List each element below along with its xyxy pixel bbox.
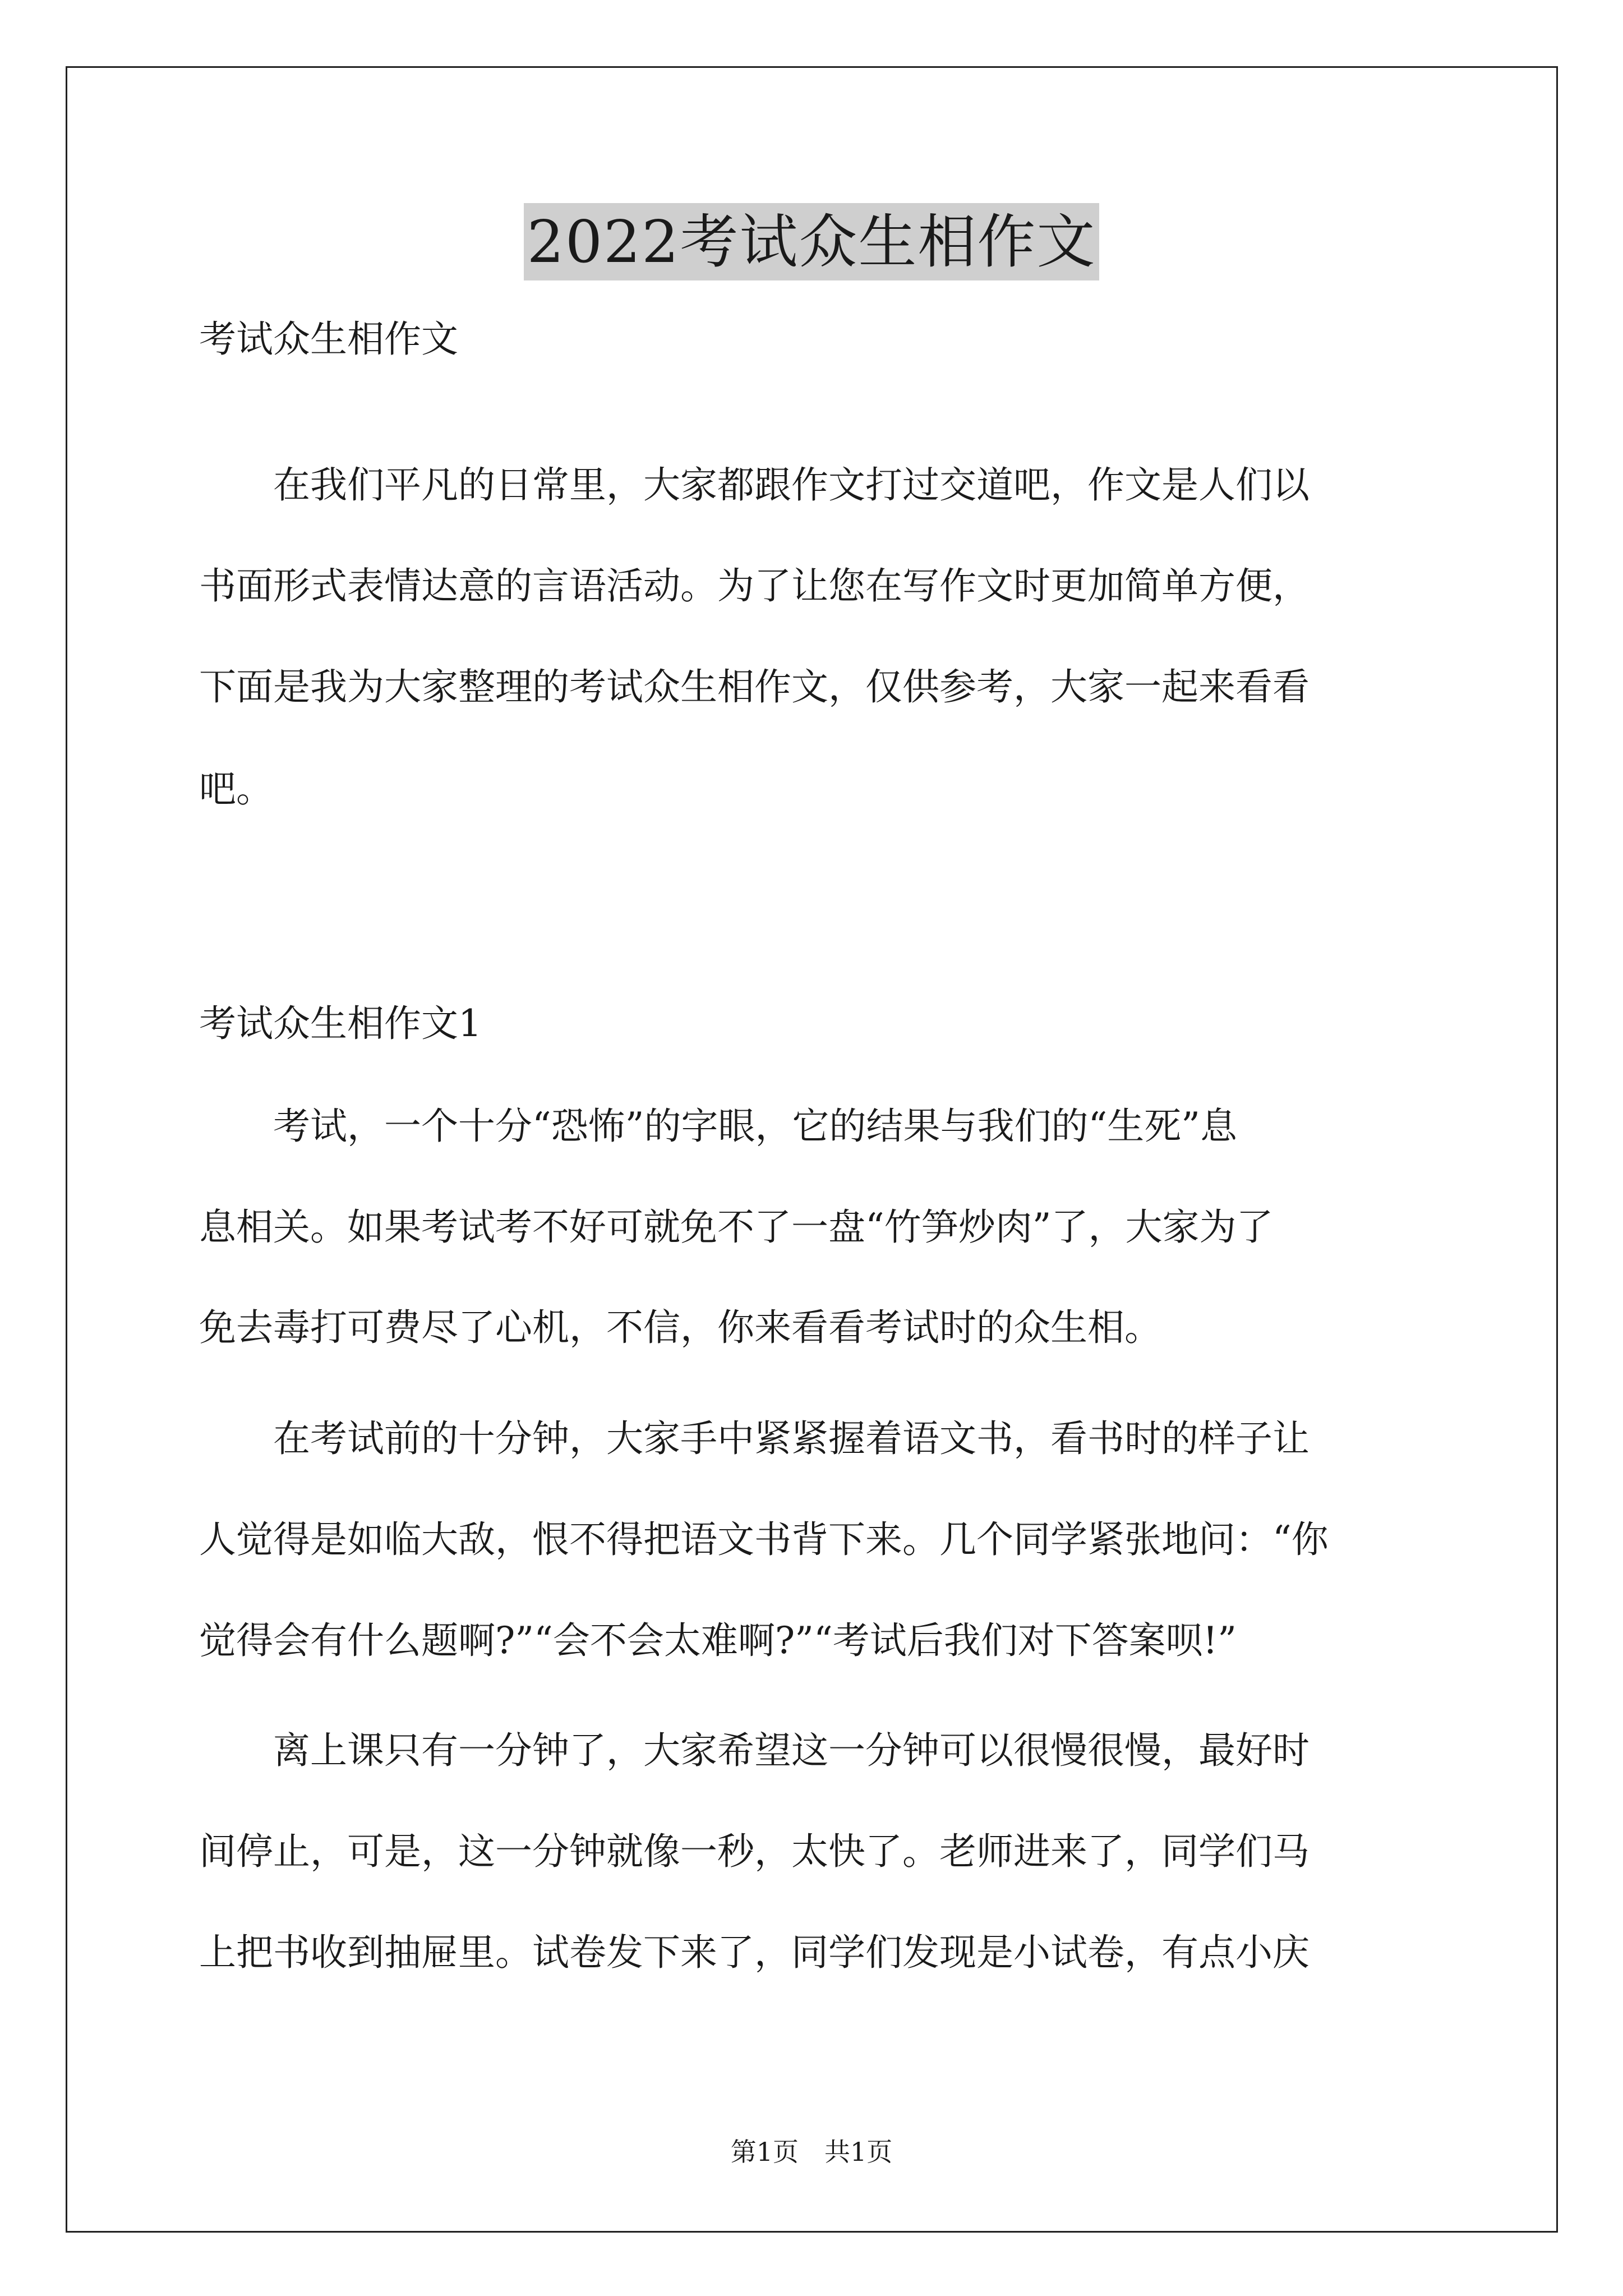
- paragraph-line: 书面形式表情达意的言语活动。为了让您在写作文时更加简单方便，: [199, 564, 1310, 608]
- paragraph-line: 在考试前的十分钟，大家手中紧紧握着语文书，看书时的样子让: [199, 1417, 1310, 1460]
- subheading: 考试众生相作文: [199, 318, 458, 361]
- paragraph-line: 息相关。如果考试考不好可就免不了一盘“竹笋炒肉”了，大家为了: [199, 1205, 1274, 1249]
- paragraph-line: 考试，一个十分“恐怖”的字眼，它的结果与我们的“生死”息: [199, 1105, 1237, 1148]
- document-title: 2022考试众生相作文: [524, 203, 1100, 280]
- paragraph-line: 觉得会有什么题啊?”“会不会太难啊?”“考试后我们对下答案呗!”: [199, 1619, 1237, 1662]
- paragraph-line: 吧。: [199, 767, 273, 811]
- section-heading: 考试众生相作文1: [199, 1002, 482, 1045]
- paragraph-line: 下面是我为大家整理的考试众生相作文，仅供参考，大家一起来看看: [199, 665, 1310, 708]
- paragraph-line: 免去毒打可费尽了心机，不信，你来看看考试时的众生相。: [199, 1306, 1161, 1349]
- paragraph-line: 离上课只有一分钟了，大家希望这一分钟可以很慢很慢，最好时: [199, 1729, 1310, 1772]
- page-footer: 第1页 共1页: [730, 2137, 893, 2167]
- paragraph-line: 人觉得是如临大敌，恨不得把语文书背下来。几个同学紧张地问：“你: [199, 1518, 1329, 1561]
- paragraph-line: 间停止，可是，这一分钟就像一秒，太快了。老师进来了，同学们马: [199, 1830, 1310, 1873]
- paragraph-line: 上把书收到抽屉里。试卷发下来了，同学们发现是小试卷，有点小庆: [199, 1931, 1310, 1974]
- title-wrap: [0, 203, 1623, 280]
- paragraph-line: 在我们平凡的日常里，大家都跟作文打过交道吧，作文是人们以: [199, 463, 1310, 507]
